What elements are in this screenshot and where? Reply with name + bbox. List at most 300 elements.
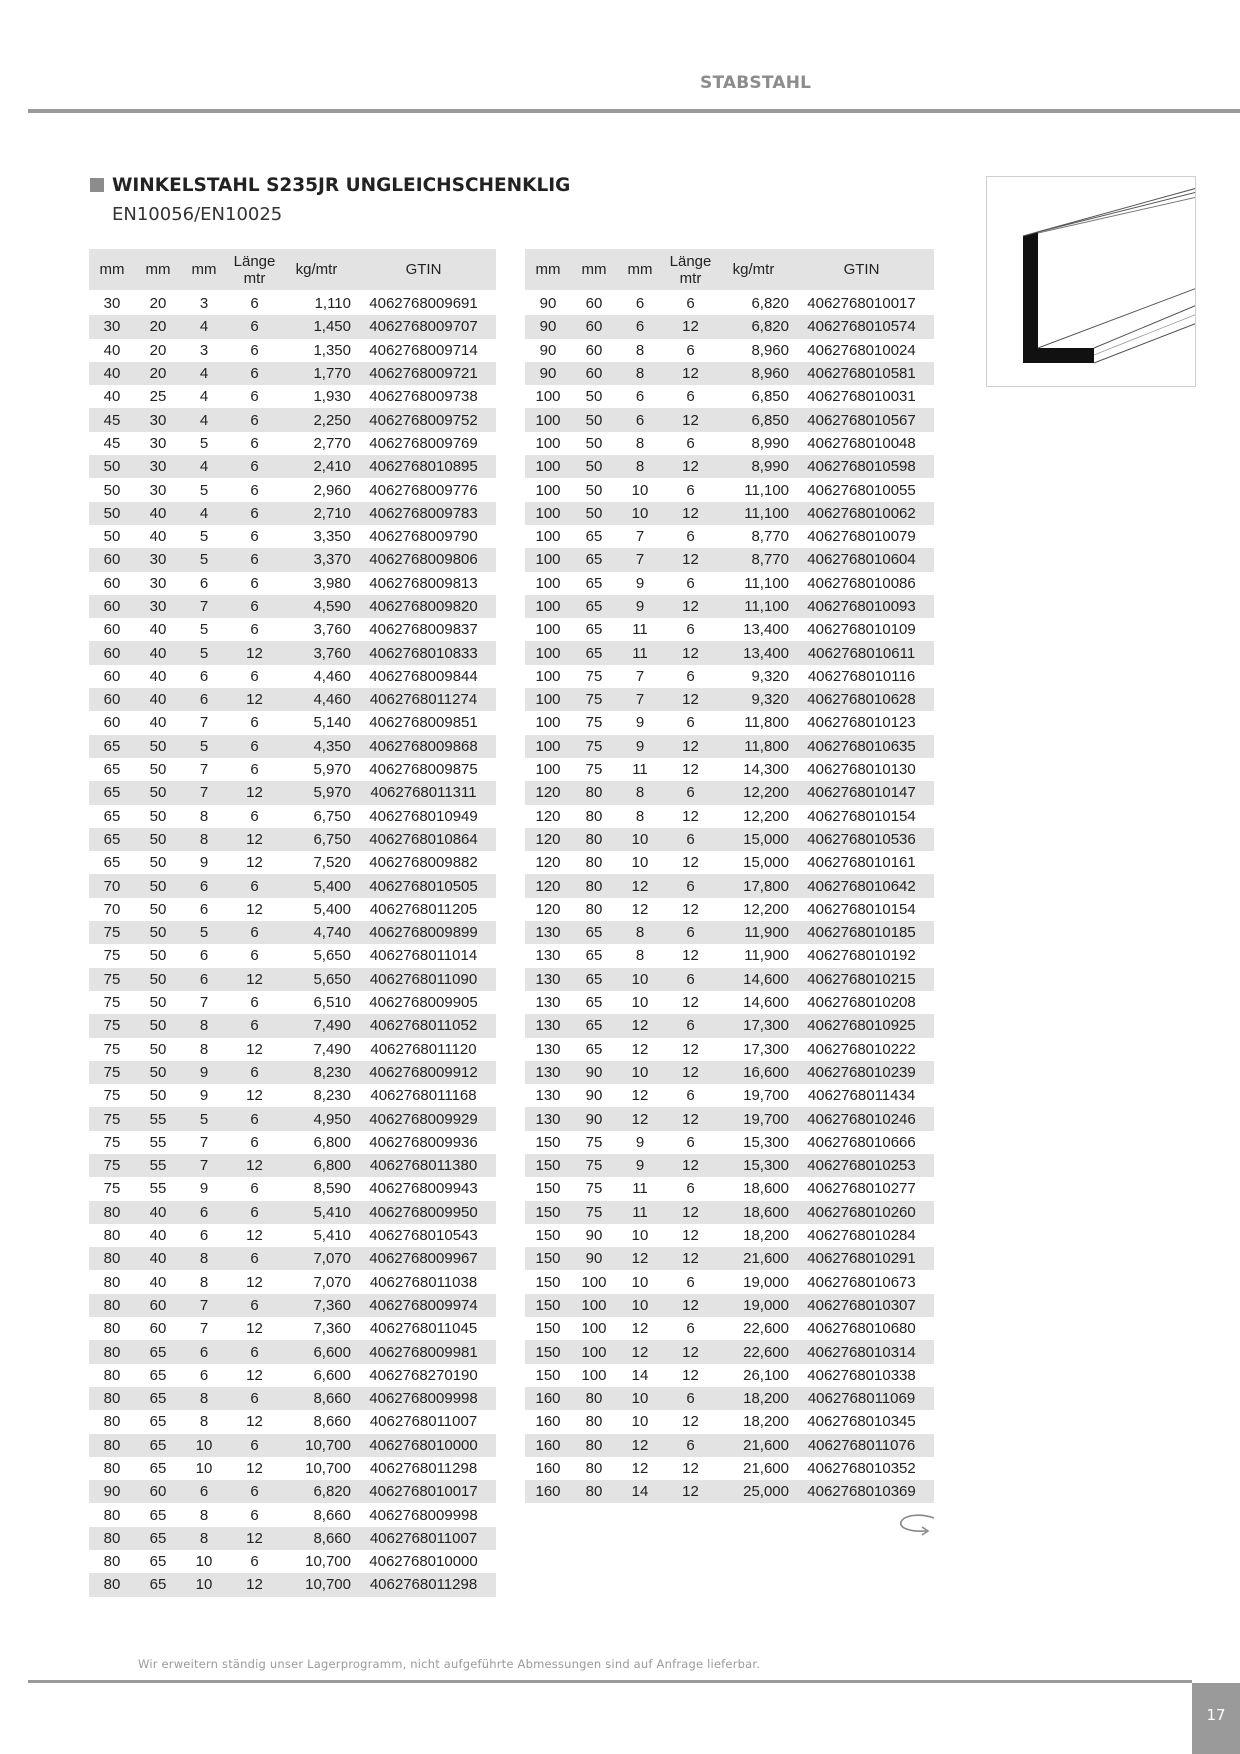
cell-gtin: 4062768010680 xyxy=(807,1320,916,1338)
cell-weight: 6,750 xyxy=(313,807,351,825)
cell-dim-a: 150 xyxy=(525,1340,571,1363)
cell-gtin: 4062768010574 xyxy=(789,315,934,338)
cell-gtin: 4062768011007 xyxy=(369,1413,478,1431)
cell-length: 6 xyxy=(250,714,259,732)
cell-gtin: 4062768009875 xyxy=(369,761,478,779)
table-row xyxy=(89,711,496,734)
cell-thickness: 9 xyxy=(199,854,209,872)
cell-gtin: 4062768009936 xyxy=(369,1133,478,1151)
cell-dim-a: 60 xyxy=(89,595,135,618)
cell-thickness: 7 xyxy=(199,761,209,779)
cell-thickness: 10 xyxy=(631,1413,649,1431)
cell-dim-b: 65 xyxy=(149,1506,167,1524)
cell-gtin: 4062768009967 xyxy=(351,1247,496,1270)
cell-dim-a: 100 xyxy=(535,714,561,732)
cell-thickness: 5 xyxy=(181,735,227,758)
cell-gtin: 4062768011014 xyxy=(369,947,478,965)
table-row xyxy=(525,455,934,478)
cell-length: 6 xyxy=(686,1133,695,1151)
cell-gtin: 4062768010154 xyxy=(807,807,916,825)
cell-thickness: 6 xyxy=(635,295,645,313)
table-row xyxy=(525,291,934,315)
section-standard: EN10056/EN10025 xyxy=(112,204,283,225)
cell-length: 12 xyxy=(246,1459,263,1477)
footer-note: Wir erweitern ständig unser Lagerprogramm, nicht aufgeführte Abmessungen sind auf Anfrage lieferbar. xyxy=(138,1657,761,1671)
table-row xyxy=(89,921,496,944)
cell-dim-b: 65 xyxy=(585,1040,603,1058)
cell-weight: 8,770 xyxy=(751,528,789,546)
cell-gtin: 4062768010222 xyxy=(807,1040,916,1058)
cell-dim-b: 40 xyxy=(149,621,167,639)
bottom-divider xyxy=(28,1680,1192,1683)
table-row xyxy=(525,781,934,804)
cell-dim-a: 80 xyxy=(89,1247,135,1270)
cell-weight: 19,700 xyxy=(718,1107,789,1130)
cell-dim-a: 100 xyxy=(525,688,571,711)
cell-thickness: 7 xyxy=(635,667,645,685)
cell-length: 6 xyxy=(227,1014,282,1037)
cell-weight: 5,970 xyxy=(282,781,351,804)
cell-length: 12 xyxy=(663,735,718,758)
cell-dim-a: 160 xyxy=(535,1413,561,1431)
cell-dim-b: 100 xyxy=(571,1294,617,1317)
cell-dim-a: 75 xyxy=(89,1107,135,1130)
cell-length: 12 xyxy=(246,1040,263,1058)
cell-length: 6 xyxy=(250,1180,259,1198)
cell-weight: 4,740 xyxy=(282,921,351,944)
cell-dim-b: 50 xyxy=(135,874,181,897)
cell-dim-b: 80 xyxy=(571,1480,617,1503)
cell-gtin: 4062768011045 xyxy=(369,1320,478,1338)
cell-gtin: 4062768011434 xyxy=(807,1087,916,1105)
cell-thickness: 6 xyxy=(617,315,663,338)
cell-weight: 25,000 xyxy=(718,1480,789,1503)
table-row xyxy=(89,1457,496,1480)
cell-length: 6 xyxy=(227,362,282,385)
cell-gtin: 4062768009783 xyxy=(351,502,496,525)
cell-length: 6 xyxy=(686,481,695,499)
cell-dim-b: 100 xyxy=(581,1273,607,1291)
cell-gtin: 4062768010093 xyxy=(789,595,934,618)
cell-weight: 18,200 xyxy=(743,1227,789,1245)
cell-gtin: 4062768009820 xyxy=(351,595,496,618)
cell-weight: 14,300 xyxy=(743,761,789,779)
cell-length: 12 xyxy=(663,362,718,385)
cell-thickness: 8 xyxy=(181,1247,227,1270)
cell-gtin: 4062768010277 xyxy=(807,1180,916,1198)
cell-weight: 7,360 xyxy=(282,1294,351,1317)
table-row xyxy=(89,1503,496,1526)
cell-length: 6 xyxy=(663,968,718,991)
cell-thickness: 6 xyxy=(199,947,209,965)
cell-gtin: 4062768010338 xyxy=(807,1366,916,1384)
table-row xyxy=(89,478,496,501)
cell-weight: 22,600 xyxy=(718,1340,789,1363)
col-header-laenge xyxy=(227,249,282,291)
cell-length: 12 xyxy=(663,1340,718,1363)
cell-dim-b: 65 xyxy=(585,574,603,592)
cell-weight: 11,800 xyxy=(718,735,789,758)
table-row xyxy=(89,339,496,362)
cell-dim-a: 80 xyxy=(89,1294,135,1317)
cell-weight: 11,100 xyxy=(744,481,789,499)
cell-dim-b: 65 xyxy=(585,994,603,1012)
cell-gtin: 4062768010352 xyxy=(807,1459,916,1477)
table-row xyxy=(89,1107,496,1130)
cell-length: 12 xyxy=(663,1247,718,1270)
cell-thickness: 6 xyxy=(199,1366,209,1384)
cell-dim-b: 60 xyxy=(571,315,617,338)
cell-dim-b: 65 xyxy=(135,1573,181,1596)
col-header-gtin: GTIN xyxy=(789,249,934,291)
cell-dim-a: 80 xyxy=(89,1201,135,1224)
cell-weight: 3,760 xyxy=(282,641,351,664)
col-header-mm-1: mm xyxy=(89,249,135,291)
table-row xyxy=(525,1014,934,1037)
cell-thickness: 7 xyxy=(181,1294,227,1317)
cell-weight: 8,230 xyxy=(282,1061,351,1084)
cell-dim-b: 55 xyxy=(135,1154,181,1177)
table-row xyxy=(525,1364,934,1387)
cell-dim-b: 50 xyxy=(149,994,167,1012)
cell-weight: 17,300 xyxy=(718,1014,789,1037)
cell-dim-a: 150 xyxy=(525,1247,571,1270)
cell-dim-b: 40 xyxy=(135,1201,181,1224)
cell-dim-a: 150 xyxy=(525,1154,571,1177)
cell-gtin: 4062768010635 xyxy=(789,735,934,758)
cell-thickness: 7 xyxy=(617,548,663,571)
cell-dim-b: 30 xyxy=(135,548,181,571)
cell-thickness: 12 xyxy=(617,1340,663,1363)
cell-length: 12 xyxy=(682,1040,699,1058)
cell-weight: 6,850 xyxy=(718,408,789,431)
cell-length: 12 xyxy=(663,1154,718,1177)
table-row xyxy=(525,1410,934,1433)
table-row xyxy=(89,1317,496,1340)
cell-dim-b: 55 xyxy=(149,1133,167,1151)
header-mtr: mtr xyxy=(679,269,702,287)
cell-weight: 18,200 xyxy=(743,1413,789,1431)
cell-dim-b: 25 xyxy=(149,388,167,406)
cell-thickness: 7 xyxy=(181,1154,227,1177)
cell-gtin: 4062768010666 xyxy=(807,1133,916,1151)
cell-length: 6 xyxy=(686,667,695,685)
cell-dim-b: 50 xyxy=(585,388,603,406)
cell-dim-b: 50 xyxy=(571,455,617,478)
cell-thickness: 6 xyxy=(181,688,227,711)
table-row xyxy=(89,1014,496,1037)
table-row xyxy=(89,432,496,455)
cell-gtin: 4062768010215 xyxy=(789,968,934,991)
cell-thickness: 11 xyxy=(617,641,663,664)
cell-dim-a: 130 xyxy=(525,1107,571,1130)
cell-gtin: 4062768010642 xyxy=(789,874,934,897)
cell-gtin: 4062768010130 xyxy=(807,761,916,779)
cell-dim-a: 130 xyxy=(535,994,561,1012)
cell-length: 6 xyxy=(227,1107,282,1130)
cell-thickness: 6 xyxy=(199,900,209,918)
cell-dim-a: 75 xyxy=(89,921,135,944)
cell-length: 6 xyxy=(227,548,282,571)
cell-length: 6 xyxy=(227,1340,282,1363)
cell-length: 6 xyxy=(227,455,282,478)
table-row xyxy=(89,548,496,571)
cell-dim-b: 20 xyxy=(149,295,167,313)
cell-thickness: 8 xyxy=(181,1527,227,1550)
cell-weight: 2,960 xyxy=(313,481,351,499)
cell-dim-b: 90 xyxy=(585,1227,603,1245)
cell-gtin: 4062768010017 xyxy=(351,1480,496,1503)
cell-weight: 12,200 xyxy=(718,781,789,804)
cell-weight: 19,700 xyxy=(743,1087,789,1105)
table-row xyxy=(89,805,496,828)
cell-gtin: 4062768010864 xyxy=(351,828,496,851)
cell-thickness: 12 xyxy=(617,1107,663,1130)
cell-gtin: 4062768010291 xyxy=(789,1247,934,1270)
header-laenge: Länge xyxy=(669,252,712,270)
cell-thickness: 10 xyxy=(195,1553,213,1571)
cell-weight: 8,660 xyxy=(313,1413,351,1431)
table-row xyxy=(525,1434,934,1457)
cell-weight: 7,360 xyxy=(313,1320,351,1338)
cell-dim-b: 75 xyxy=(585,714,603,732)
cell-weight: 8,990 xyxy=(751,434,789,452)
cell-length: 12 xyxy=(227,781,282,804)
cell-thickness: 8 xyxy=(199,1273,209,1291)
cell-length: 6 xyxy=(250,341,259,359)
table-row xyxy=(89,618,496,641)
cell-length: 6 xyxy=(250,994,259,1012)
cell-thickness: 12 xyxy=(631,1040,649,1058)
cell-length: 12 xyxy=(682,761,699,779)
cell-length: 12 xyxy=(682,854,699,872)
turn-page-arrow-icon xyxy=(898,1512,936,1536)
cell-thickness: 9 xyxy=(635,714,645,732)
table-row xyxy=(525,1201,934,1224)
col-header-mm-2: mm xyxy=(135,249,181,291)
cell-weight: 5,650 xyxy=(282,968,351,991)
cell-length: 6 xyxy=(227,1480,282,1503)
table-row xyxy=(525,1340,934,1363)
cell-dim-b: 65 xyxy=(135,1434,181,1457)
table-row xyxy=(89,1177,496,1200)
cell-dim-b: 80 xyxy=(571,828,617,851)
cell-gtin: 4062768009752 xyxy=(351,408,496,431)
col-header-kg-mtr: kg/mtr xyxy=(718,249,789,291)
cell-dim-a: 80 xyxy=(103,1459,121,1477)
table-row xyxy=(89,1270,496,1293)
cell-thickness: 7 xyxy=(635,528,645,546)
cell-dim-b: 40 xyxy=(149,1227,167,1245)
cell-dim-b: 40 xyxy=(149,528,167,546)
cell-dim-a: 65 xyxy=(103,854,121,872)
cell-dim-a: 45 xyxy=(103,434,121,452)
table-row xyxy=(89,944,496,967)
cell-weight: 4,460 xyxy=(313,667,351,685)
cell-gtin: 4062768011311 xyxy=(351,781,496,804)
cell-thickness: 12 xyxy=(631,1087,649,1105)
cell-dim-b: 75 xyxy=(571,1201,617,1224)
cell-gtin: 4062768011069 xyxy=(789,1387,934,1410)
cell-gtin: 4062768010123 xyxy=(807,714,916,732)
cell-dim-a: 40 xyxy=(103,388,121,406)
table-row xyxy=(89,1247,496,1270)
cell-weight: 6,600 xyxy=(282,1340,351,1363)
cell-weight: 14,600 xyxy=(743,994,789,1012)
cell-thickness: 6 xyxy=(635,388,645,406)
cell-thickness: 6 xyxy=(181,1340,227,1363)
cell-gtin: 4062768010505 xyxy=(351,874,496,897)
cell-gtin: 4062768010253 xyxy=(789,1154,934,1177)
cell-dim-b: 40 xyxy=(135,502,181,525)
cell-length: 12 xyxy=(246,854,263,872)
cell-dim-a: 60 xyxy=(89,688,135,711)
cell-length: 6 xyxy=(227,1387,282,1410)
table-row xyxy=(89,1480,496,1503)
cell-thickness: 6 xyxy=(181,1201,227,1224)
cell-weight: 19,000 xyxy=(718,1294,789,1317)
cell-length: 6 xyxy=(227,1294,282,1317)
cell-thickness: 10 xyxy=(617,502,663,525)
cell-weight: 19,000 xyxy=(743,1273,789,1291)
cell-dim-b: 100 xyxy=(581,1320,607,1338)
cell-thickness: 9 xyxy=(617,735,663,758)
table-row xyxy=(89,1527,496,1550)
cell-dim-a: 160 xyxy=(525,1387,571,1410)
cell-thickness: 5 xyxy=(199,434,209,452)
cell-gtin: 4062768010925 xyxy=(789,1014,934,1037)
cell-dim-a: 130 xyxy=(535,1087,561,1105)
cell-dim-b: 50 xyxy=(149,947,167,965)
cell-gtin: 4062768010024 xyxy=(807,341,916,359)
cell-weight: 6,820 xyxy=(718,315,789,338)
table-row xyxy=(89,991,496,1014)
cell-length: 6 xyxy=(227,874,282,897)
cell-gtin: 4062768011090 xyxy=(351,968,496,991)
cell-dim-b: 80 xyxy=(571,1387,617,1410)
cell-weight: 11,900 xyxy=(718,921,789,944)
cell-length: 12 xyxy=(682,1459,699,1477)
cell-weight: 10,700 xyxy=(305,1553,351,1571)
cell-length: 12 xyxy=(663,408,718,431)
cell-weight: 8,660 xyxy=(282,1387,351,1410)
cell-dim-a: 90 xyxy=(539,341,557,359)
cell-length: 6 xyxy=(250,1506,259,1524)
cell-thickness: 8 xyxy=(635,947,645,965)
cell-dim-b: 65 xyxy=(149,1413,167,1431)
cell-gtin: 4062768009806 xyxy=(351,548,496,571)
table-row xyxy=(525,735,934,758)
cell-length: 12 xyxy=(663,1201,718,1224)
cell-gtin: 4062768009974 xyxy=(351,1294,496,1317)
cell-thickness: 14 xyxy=(631,1366,649,1384)
cell-thickness: 10 xyxy=(195,1459,213,1477)
cell-thickness: 6 xyxy=(181,874,227,897)
cell-length: 12 xyxy=(682,947,699,965)
cell-gtin: 4062768010895 xyxy=(351,455,496,478)
cell-thickness: 4 xyxy=(181,408,227,431)
table-row xyxy=(89,291,496,315)
cell-length: 6 xyxy=(227,921,282,944)
cell-weight: 7,070 xyxy=(313,1273,351,1291)
table-row xyxy=(89,408,496,431)
cell-length: 12 xyxy=(682,1413,699,1431)
cell-thickness: 3 xyxy=(199,341,209,359)
cell-thickness: 8 xyxy=(199,807,209,825)
cell-dim-a: 50 xyxy=(103,528,121,546)
cell-thickness: 4 xyxy=(181,315,227,338)
cell-thickness: 8 xyxy=(617,781,663,804)
cell-length: 12 xyxy=(663,548,718,571)
cell-length: 6 xyxy=(686,574,695,592)
cell-dim-b: 65 xyxy=(149,1366,167,1384)
cell-dim-b: 20 xyxy=(135,315,181,338)
cell-thickness: 10 xyxy=(617,968,663,991)
cell-dim-b: 60 xyxy=(135,1480,181,1503)
cell-dim-a: 150 xyxy=(535,1180,561,1198)
cell-length: 12 xyxy=(682,807,699,825)
cell-dim-a: 80 xyxy=(89,1573,135,1596)
cell-length: 6 xyxy=(250,761,259,779)
cell-gtin: 4062768009813 xyxy=(369,574,478,592)
cell-weight: 8,770 xyxy=(718,548,789,571)
cell-dim-a: 100 xyxy=(535,761,561,779)
cell-gtin: 4062768010147 xyxy=(789,781,934,804)
cell-dim-b: 65 xyxy=(585,621,603,639)
cell-length: 6 xyxy=(250,295,259,313)
cell-dim-b: 30 xyxy=(135,408,181,431)
cell-weight: 15,000 xyxy=(718,828,789,851)
cell-gtin: 4062768009905 xyxy=(369,994,478,1012)
cell-length: 12 xyxy=(246,1273,263,1291)
cell-weight: 8,230 xyxy=(313,1087,351,1105)
cell-dim-a: 90 xyxy=(89,1480,135,1503)
table-row xyxy=(525,874,934,897)
table-row xyxy=(89,1224,496,1247)
col-header-laenge xyxy=(663,249,718,291)
cell-weight: 17,300 xyxy=(743,1040,789,1058)
table-row xyxy=(525,1480,934,1503)
cell-dim-a: 160 xyxy=(535,1459,561,1477)
table-row xyxy=(525,665,934,688)
cell-dim-b: 80 xyxy=(571,874,617,897)
cell-weight: 5,410 xyxy=(313,1227,351,1245)
table-row xyxy=(525,362,934,385)
cell-thickness: 7 xyxy=(181,781,227,804)
cell-gtin: 4062768009998 xyxy=(369,1506,478,1524)
cell-gtin: 4062768010161 xyxy=(807,854,916,872)
cell-gtin: 4062768011274 xyxy=(351,688,496,711)
table-row xyxy=(89,1573,496,1596)
section-title: WINKELSTAHL S235JR UNGLEICHSCHENKLIG xyxy=(112,175,571,196)
cell-dim-a: 80 xyxy=(89,1434,135,1457)
cell-thickness: 8 xyxy=(199,1506,209,1524)
cell-dim-a: 65 xyxy=(89,828,135,851)
cell-dim-b: 75 xyxy=(585,761,603,779)
table-row xyxy=(89,735,496,758)
cell-thickness: 7 xyxy=(199,1320,209,1338)
cell-length: 6 xyxy=(663,1387,718,1410)
cell-thickness: 7 xyxy=(199,994,209,1012)
cell-thickness: 7 xyxy=(617,688,663,711)
cell-dim-b: 65 xyxy=(585,947,603,965)
table-row xyxy=(525,618,934,641)
cell-length: 6 xyxy=(250,667,259,685)
table-row xyxy=(525,1038,934,1061)
table-row xyxy=(89,968,496,991)
table-row xyxy=(525,1061,934,1084)
cell-dim-a: 60 xyxy=(103,714,121,732)
